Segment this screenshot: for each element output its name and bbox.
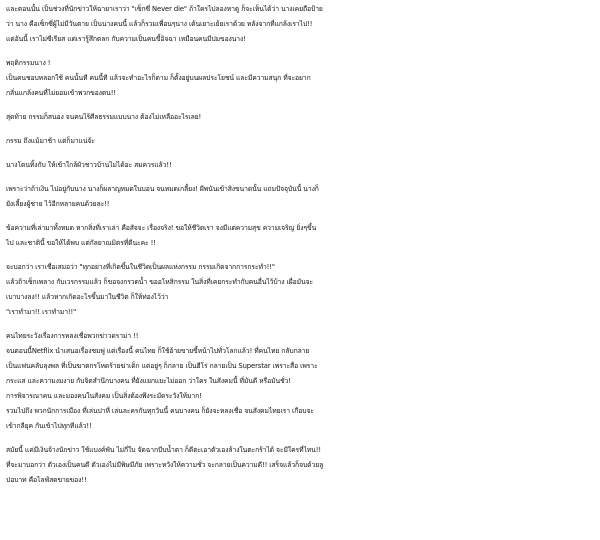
text-line: กรรม ถึงแม้มาช้า แต่ก็มาแน่จ้ะ	[6, 137, 95, 145]
text-line: และตอนนั้น เป็นช่วงที่นักข่าวให้ฉายาเราว่า "เซ็กซี่ Never die" ถ้าใครไปลองหาดู ก็จะเห็นได้ว่า นางเคยถือป้าย	[6, 5, 323, 13]
text-line: ข้อความที่เล่ามาทั้งหมด หากสิ่งที่เราเล่า คือสัจจะ เรื่องจริง! ขอให้ชีวิตเรา จงมีแต่ความสุข ความเจริญ ยิ่งๆขึ้น	[6, 224, 317, 232]
text-line: พฤติกรรมนาง !	[6, 59, 51, 67]
text-line: การพิจารณาคน และมองคนในสังคม เป็นสิ่งต้องพึงระมัดระวังให้มาก!	[6, 392, 202, 400]
paragraph-5	[6, 158, 596, 173]
text-line: รวมไปถึง พวกนักการเมือง ที่เล่นปาหี่ เล่นละครกันทุกวันนี้ คนบางคน ก็ยังจะหลงเชื่อ จนสังคมไทยเรา เกือบจะ	[6, 407, 314, 415]
text-line: สมัยนี้ แค่มีเงินจ้างนักข่าว ใช้แบงค์พัน ไม่กี่ใบ จัดฉากบีบน้ำตา ก็ดีตะเอาตัวเองล้างในตะกร้าได้ จะมีใครที่ไหน!!	[6, 446, 321, 454]
paragraph-1	[6, 2, 596, 47]
text-line: นางโดนทิ้งกับ ให้เข้าใกล้ผัวชาวบ้านไม่ได้อะ สมควรแล้ว!!	[6, 161, 172, 169]
text-line: เข้ากลียุค กันเข้าไปทุกทีแล้ว!!	[6, 422, 92, 430]
text-line: เป็นแฟนคลับลุงพล ที่เป็นฆาตกรโหดร้ายฆ่าเด็ก แต่อยู่ๆ ก็กลาย เป็นฮีโร่ กลายเป็น Superstar เพราะสื่อ เพราะ	[6, 362, 318, 370]
paragraph-7	[6, 221, 596, 251]
text-line: ยังเลี้ยงผู้ชาย ไว้อีกหลายคนด้วยละ!!	[6, 200, 110, 208]
text-line: คนไทยระวังเรื่องการหลงเชื่อพวกข่าวดราม่า !!	[6, 332, 139, 340]
paragraph-3	[6, 110, 596, 125]
paragraph-10	[6, 443, 596, 488]
text-line: ปอบาท คือไลฟ์สดขายของ!!	[6, 476, 87, 484]
document-body	[6, 2, 596, 497]
text-line: กลั่นแกล้งคนที่ไม่ยอมเข้าพวกของตน!!	[6, 89, 116, 97]
text-line: แล้วถ้าเซ็กเพลาง กับเวรกรรมแล้ว ก็ขอจงกรวดน้ำ ขออโหสิกรรม ในสิ่งที่เคยกระทำกับคนอื่นไว้บ้าง เผื่อมันจะ	[6, 278, 313, 286]
text-line: "เราทำมา!! เราทำมา!!"	[6, 308, 77, 316]
text-line: ว่า นาง คือเซ็กซี่ผู้ไม่มีวันตาย เป็นนางคนนี้ แล้วก็รวมเพื่อนๆนาง เต้นเยาะเย้ยเราด้วย หลังจากที่แกล้งเราไป!!	[6, 20, 313, 28]
paragraph-2	[6, 56, 596, 101]
text-line: กระแส และความงมงาย กับจิตสำนึกบางคน ที่ยังแยกแยะไม่ออก ว่าใคร ในสังคมนี้ ที่มันดี หรือมันชั่ว!	[6, 377, 291, 385]
text-line: ที่จะมาบอกว่า ตัวเองเป็นคนดี ตัวเองไม่มีพิษมีภัย เพราะหวังให้ความชั่ว จะกลายเป็นความดี!! เสร็จแล้วก็จบด้วยลู	[6, 461, 324, 469]
text-line: จนตอนนี้Netflix นำเสนอเรื่องชมพู่ แต่เรื่องนี้ คนไทย ก็ใช้อ้ายขายขี้หน้าไปทั่วโลกแล้ว! ที่คนไทย กลับกลาย	[6, 347, 310, 355]
text-line: สุดท้าย กรรมก็สนอง จนคนไร้ศีลธรรมแบบนาง ต้องไม่เหลืออะไรเลย!	[6, 113, 202, 121]
paragraph-9	[6, 329, 596, 434]
paragraph-4	[6, 134, 596, 149]
paragraph-6	[6, 182, 596, 212]
paragraph-8	[6, 260, 596, 320]
text-line: ไป และชาตินี้ ขอให้ได้พบ แต่กัลยาณมิตรที่ดีนะคะ !!	[6, 239, 156, 247]
text-line: เพราะว่าถ้าเงิน ไปอยู่กับนาง นางก็ผลาญหมดในบอน จนหมดเกลี้ยง! ผีพนันเข้าสิงขนาดนั้น แถมปัจจุบันนี้ นางก็	[6, 185, 319, 193]
text-line: เบาบางลง!! แล้วหากเกิดอะไรขึ้นมาในชีวิต ก็ให้ท่องไว้ว่า	[6, 293, 169, 301]
text-line: แต่อันนี้ เราไม่ซีเรียส แต่เรารู้สึกตลก กับความเป็นคนขี้อิจฉา เหมือนคนมีปมของนาง!	[6, 35, 246, 43]
text-line: เป็นคนชอบหลอกใช้ คนนั้นที คนนี้ที แล้วจะทำอะไรก็ตาม ก็ตั้งอยู่บนผลประโยชน์ และมีความสนุก ที่จะอยาก	[6, 74, 311, 82]
text-line: จะบอกว่า เราเชื่อเสมอว่า "ทุกอย่างที่เกิดขึ้นในชีวิตเป็นผลแห่งกรรม กรรมเกิดจากการกระทำ!!"	[6, 263, 275, 271]
